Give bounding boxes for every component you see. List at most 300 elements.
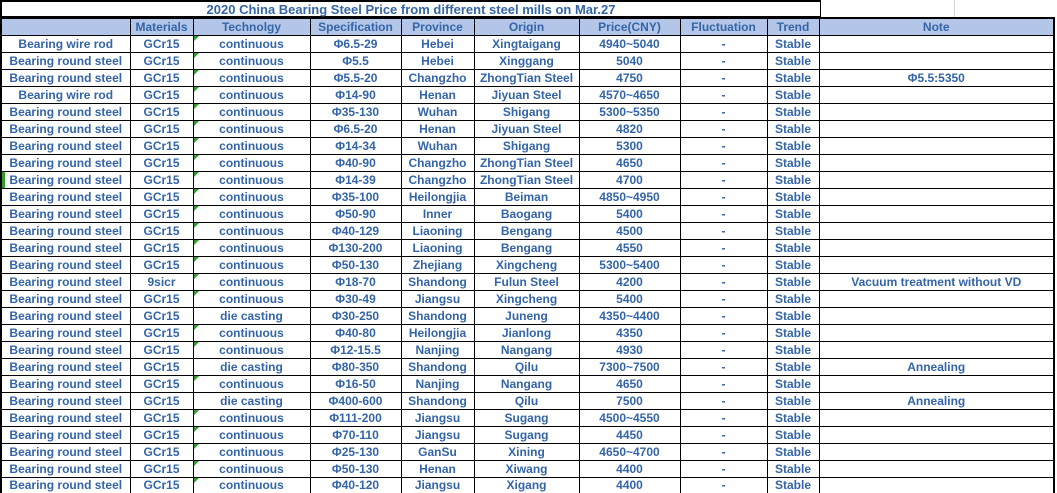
cell-price[interactable]: 4940~5040	[579, 35, 680, 52]
cell-material-type[interactable]: Bearing round steel	[1, 256, 130, 273]
cell-fluctuation[interactable]: -	[680, 171, 767, 188]
cell-fluctuation[interactable]: -	[680, 443, 767, 460]
cell-note[interactable]	[819, 477, 1054, 493]
cell-trend[interactable]: Stable	[767, 35, 819, 52]
table-row	[1, 409, 1054, 426]
cell-note[interactable]	[819, 341, 1054, 358]
cell-materials-grade[interactable]: GCr15	[130, 477, 193, 493]
cell-fluctuation[interactable]: -	[680, 426, 767, 443]
cell-materials-grade[interactable]: GCr15	[130, 341, 193, 358]
column-header-trend[interactable]: Trend	[767, 18, 819, 35]
cell-fluctuation[interactable]: -	[680, 477, 767, 493]
cell-province[interactable]: Wuhan	[401, 103, 474, 120]
cell-trend[interactable]: Stable	[767, 154, 819, 171]
cell-origin[interactable]: Xingtaigang	[474, 35, 579, 52]
cell-fluctuation[interactable]: -	[680, 52, 767, 69]
cell-specification[interactable]: Φ16-50	[310, 375, 401, 392]
cell-materials-grade[interactable]: GCr15	[130, 205, 193, 222]
cell-origin[interactable]: Xining	[474, 443, 579, 460]
cell-materials-grade[interactable]: GCr15	[130, 256, 193, 273]
cell-province[interactable]: Shandong	[401, 273, 474, 290]
cell-trend[interactable]: Stable	[767, 205, 819, 222]
cell-technology[interactable]: continuous	[193, 273, 310, 290]
cell-note[interactable]	[819, 307, 1054, 324]
cell-material-type[interactable]: Bearing round steel	[1, 222, 130, 239]
cell-material-type[interactable]: Bearing round steel	[1, 103, 130, 120]
column-header-origin[interactable]: Origin	[474, 18, 579, 35]
cell-note[interactable]	[819, 375, 1054, 392]
cell-price[interactable]: 5400	[579, 205, 680, 222]
cell-trend[interactable]: Stable	[767, 137, 819, 154]
cell-technology[interactable]: die casting	[193, 307, 310, 324]
cell-origin[interactable]: Xingcheng	[474, 256, 579, 273]
column-header-technology[interactable]: Technolgy	[193, 18, 310, 35]
cell-province[interactable]: Changzho	[401, 154, 474, 171]
cell-materials-grade[interactable]: GCr15	[130, 188, 193, 205]
cell-specification[interactable]: Φ30-49	[310, 290, 401, 307]
cell-note[interactable]	[819, 443, 1054, 460]
cell-province[interactable]: Shandong	[401, 392, 474, 409]
cell-material-type[interactable]: Bearing round steel	[1, 205, 130, 222]
cell-technology[interactable]: continuous	[193, 341, 310, 358]
cell-materials-grade[interactable]: GCr15	[130, 460, 193, 477]
cell-fluctuation[interactable]: -	[680, 120, 767, 137]
cell-province[interactable]: Liaoning	[401, 222, 474, 239]
cell-fluctuation[interactable]: -	[680, 103, 767, 120]
cell-material-type[interactable]: Bearing round steel	[1, 460, 130, 477]
cell-materials-grade[interactable]: GCr15	[130, 358, 193, 375]
cell-technology[interactable]: continuous	[193, 137, 310, 154]
cell-material-type[interactable]: Bearing round steel	[1, 324, 130, 341]
cell-price[interactable]: 4400	[579, 477, 680, 493]
cell-fluctuation[interactable]: -	[680, 341, 767, 358]
cell-trend[interactable]: Stable	[767, 171, 819, 188]
cell-trend[interactable]: Stable	[767, 477, 819, 493]
cell-province[interactable]: Changzho	[401, 69, 474, 86]
cell-fluctuation[interactable]: -	[680, 239, 767, 256]
cell-material-type[interactable]: Bearing wire rod	[1, 86, 130, 103]
cell-materials-grade[interactable]: GCr15	[130, 35, 193, 52]
cell-price[interactable]: 4820	[579, 120, 680, 137]
cell-specification[interactable]: Φ80-350	[310, 358, 401, 375]
cell-price[interactable]: 4450	[579, 426, 680, 443]
cell-note[interactable]	[819, 188, 1054, 205]
cell-origin[interactable]: Sugang	[474, 409, 579, 426]
cell-technology[interactable]: continuous	[193, 188, 310, 205]
cell-trend[interactable]: Stable	[767, 188, 819, 205]
cell-materials-grade[interactable]: GCr15	[130, 443, 193, 460]
column-header-materials[interactable]: Materials	[130, 18, 193, 35]
cell-specification[interactable]: Φ35-100	[310, 188, 401, 205]
cell-trend[interactable]: Stable	[767, 273, 819, 290]
cell-province[interactable]: Hebei	[401, 35, 474, 52]
header-row	[1, 18, 1054, 35]
cell-technology[interactable]: die casting	[193, 358, 310, 375]
cell-trend[interactable]: Stable	[767, 409, 819, 426]
cell-province[interactable]: Jiangsu	[401, 477, 474, 493]
cell-note[interactable]	[819, 154, 1054, 171]
cell-note[interactable]	[819, 409, 1054, 426]
cell-materials-grade[interactable]: GCr15	[130, 375, 193, 392]
cell-trend[interactable]: Stable	[767, 324, 819, 341]
cell-trend[interactable]: Stable	[767, 52, 819, 69]
cell-price[interactable]: 4550	[579, 239, 680, 256]
cell-specification[interactable]: Φ40-129	[310, 222, 401, 239]
cell-origin[interactable]: ZhongTian Steel	[474, 171, 579, 188]
cell-origin[interactable]: Xingcheng	[474, 290, 579, 307]
cell-province[interactable]: Wuhan	[401, 137, 474, 154]
cell-materials-grade[interactable]: 9sicr	[130, 273, 193, 290]
cell-materials-grade[interactable]: GCr15	[130, 426, 193, 443]
cell-technology[interactable]: continuous	[193, 324, 310, 341]
column-header-fluctuation[interactable]: Fluctuation	[680, 18, 767, 35]
cell-technology[interactable]: continuous	[193, 290, 310, 307]
error-indicator-icon	[194, 478, 199, 483]
cell-material-type[interactable]: Bearing round steel	[1, 273, 130, 290]
price-table	[0, 17, 1055, 493]
cell-specification[interactable]: Φ6.5-20	[310, 120, 401, 137]
cell-province[interactable]: Hebei	[401, 52, 474, 69]
cell-materials-grade[interactable]: GCr15	[130, 392, 193, 409]
cell-materials-grade[interactable]: GCr15	[130, 137, 193, 154]
cell-origin[interactable]: Jiyuan Steel	[474, 120, 579, 137]
cell-specification[interactable]: Φ5.5-20	[310, 69, 401, 86]
cell-province[interactable]: Nanjing	[401, 341, 474, 358]
cell-technology[interactable]: continuous	[193, 205, 310, 222]
cell-origin[interactable]: Bengang	[474, 239, 579, 256]
cell-technology[interactable]: continuous	[193, 256, 310, 273]
cell-origin[interactable]: Shigang	[474, 137, 579, 154]
cell-technology[interactable]: continuous	[193, 154, 310, 171]
cell-technology[interactable]: continuous	[193, 375, 310, 392]
cell-specification[interactable]: Φ35-130	[310, 103, 401, 120]
table-row	[1, 69, 1054, 86]
cell-price[interactable]: 5300	[579, 137, 680, 154]
table-row	[1, 341, 1054, 358]
cell-trend[interactable]: Stable	[767, 120, 819, 137]
cell-note[interactable]	[819, 222, 1054, 239]
cell-materials-grade[interactable]: GCr15	[130, 324, 193, 341]
table-row	[1, 273, 1054, 290]
cell-note[interactable]	[819, 290, 1054, 307]
cell-province[interactable]: Henan	[401, 86, 474, 103]
cell-origin[interactable]: Baogang	[474, 205, 579, 222]
cell-trend[interactable]: Stable	[767, 375, 819, 392]
cell-technology[interactable]: continuous	[193, 443, 310, 460]
error-indicator-icon	[194, 53, 199, 58]
cell-specification[interactable]: Φ130-200	[310, 239, 401, 256]
cell-price[interactable]: 7300~7500	[579, 358, 680, 375]
cell-fluctuation[interactable]: -	[680, 273, 767, 290]
cell-specification[interactable]: Φ12-15.5	[310, 341, 401, 358]
cell-origin[interactable]: Xinggang	[474, 52, 579, 69]
cell-specification[interactable]: Φ5.5	[310, 52, 401, 69]
cell-origin[interactable]: Sugang	[474, 426, 579, 443]
cell-fluctuation[interactable]: -	[680, 35, 767, 52]
cell-fluctuation[interactable]: -	[680, 290, 767, 307]
cell-origin[interactable]: Qilu	[474, 392, 579, 409]
cell-price[interactable]: 5400	[579, 290, 680, 307]
cell-material-type[interactable]: Bearing round steel	[1, 171, 130, 188]
cell-materials-grade[interactable]: GCr15	[130, 290, 193, 307]
error-indicator-icon	[194, 257, 199, 262]
cell-note[interactable]: Annealing	[819, 358, 1054, 375]
table-row	[1, 358, 1054, 375]
cell-material-type[interactable]: Bearing round steel	[1, 154, 130, 171]
cell-material-type[interactable]: Bearing round steel	[1, 375, 130, 392]
cell-specification[interactable]: Φ40-90	[310, 154, 401, 171]
cell-materials-grade[interactable]: GCr15	[130, 103, 193, 120]
cell-note[interactable]	[819, 120, 1054, 137]
cell-price[interactable]: 4500	[579, 222, 680, 239]
table-row	[1, 239, 1054, 256]
cell-note[interactable]	[819, 35, 1054, 52]
cell-province[interactable]: Jiangsu	[401, 290, 474, 307]
cell-material-type[interactable]: Bearing round steel	[1, 358, 130, 375]
cell-material-type[interactable]: Bearing round steel	[1, 426, 130, 443]
cell-province[interactable]: Heilongjia	[401, 188, 474, 205]
cell-technology[interactable]: die casting	[193, 392, 310, 409]
cell-materials-grade[interactable]: GCr15	[130, 239, 193, 256]
cell-origin[interactable]: Nangang	[474, 375, 579, 392]
cell-trend[interactable]: Stable	[767, 392, 819, 409]
cell-province[interactable]: Henan	[401, 120, 474, 137]
cell-price[interactable]: 5040	[579, 52, 680, 69]
cell-material-type[interactable]: Bearing round steel	[1, 120, 130, 137]
cell-province[interactable]: Changzho	[401, 171, 474, 188]
cell-price[interactable]: 4650	[579, 375, 680, 392]
cell-fluctuation[interactable]: -	[680, 86, 767, 103]
cell-technology[interactable]: continuous	[193, 222, 310, 239]
cell-materials-grade[interactable]: GCr15	[130, 171, 193, 188]
cell-price[interactable]: 5300~5350	[579, 103, 680, 120]
cell-origin[interactable]: Shigang	[474, 103, 579, 120]
cell-fluctuation[interactable]: -	[680, 154, 767, 171]
cell-technology[interactable]: continuous	[193, 426, 310, 443]
cell-note[interactable]	[819, 205, 1054, 222]
cell-origin[interactable]: ZhongTian Steel	[474, 154, 579, 171]
cell-fluctuation[interactable]: -	[680, 137, 767, 154]
cell-province[interactable]: Jiangsu	[401, 426, 474, 443]
column-header-specification[interactable]: Specification	[310, 18, 401, 35]
cell-note[interactable]	[819, 103, 1054, 120]
cell-specification[interactable]: Φ40-120	[310, 477, 401, 493]
cell-origin[interactable]: Bengang	[474, 222, 579, 239]
cell-price[interactable]: 4500~4550	[579, 409, 680, 426]
cell-fluctuation[interactable]: -	[680, 375, 767, 392]
cell-note[interactable]	[819, 256, 1054, 273]
cell-trend[interactable]: Stable	[767, 290, 819, 307]
cell-material-type[interactable]: Bearing round steel	[1, 341, 130, 358]
cell-technology[interactable]: continuous	[193, 69, 310, 86]
cell-technology[interactable]: continuous	[193, 409, 310, 426]
cell-technology[interactable]: continuous	[193, 52, 310, 69]
cell-specification[interactable]: Φ6.5-29	[310, 35, 401, 52]
error-indicator-icon	[194, 138, 199, 143]
cell-province[interactable]: Shandong	[401, 358, 474, 375]
cell-specification[interactable]: Φ25-130	[310, 443, 401, 460]
cell-origin[interactable]: Xiwang	[474, 460, 579, 477]
cell-material-type[interactable]: Bearing round steel	[1, 239, 130, 256]
cell-province[interactable]: Heilongjia	[401, 324, 474, 341]
cell-fluctuation[interactable]: -	[680, 307, 767, 324]
cell-material-type[interactable]: Bearing round steel	[1, 443, 130, 460]
cell-technology[interactable]: continuous	[193, 35, 310, 52]
cell-trend[interactable]: Stable	[767, 307, 819, 324]
cell-price[interactable]: 4570~4650	[579, 86, 680, 103]
error-indicator-icon	[194, 376, 199, 381]
cell-technology[interactable]: continuous	[193, 120, 310, 137]
cell-material-type[interactable]: Bearing round steel	[1, 307, 130, 324]
cell-note[interactable]	[819, 52, 1054, 69]
cell-material-type[interactable]: Bearing round steel	[1, 409, 130, 426]
cell-origin[interactable]: Qilu	[474, 358, 579, 375]
cell-fluctuation[interactable]: -	[680, 205, 767, 222]
cell-materials-grade[interactable]: GCr15	[130, 154, 193, 171]
cell-specification[interactable]: Φ18-70	[310, 273, 401, 290]
cell-note[interactable]	[819, 239, 1054, 256]
cell-fluctuation[interactable]: -	[680, 392, 767, 409]
cell-specification[interactable]: Φ14-39	[310, 171, 401, 188]
cell-note[interactable]: Vacuum treatment without VD	[819, 273, 1054, 290]
cell-price[interactable]: 4850~4950	[579, 188, 680, 205]
column-header-province[interactable]: Province	[401, 18, 474, 35]
table-row	[1, 120, 1054, 137]
cell-material-type[interactable]: Bearing wire rod	[1, 35, 130, 52]
table-row	[1, 460, 1054, 477]
cell-specification[interactable]: Φ50-130	[310, 460, 401, 477]
cell-note[interactable]: Annealing	[819, 392, 1054, 409]
cell-origin[interactable]: Jianlong	[474, 324, 579, 341]
cell-specification[interactable]: Φ111-200	[310, 409, 401, 426]
cell-price[interactable]: 4350	[579, 324, 680, 341]
cell-price[interactable]: 5300~5400	[579, 256, 680, 273]
cell-specification[interactable]: Φ50-130	[310, 256, 401, 273]
cell-province[interactable]: Zhejiang	[401, 256, 474, 273]
cell-materials-grade[interactable]: GCr15	[130, 222, 193, 239]
cell-fluctuation[interactable]: -	[680, 409, 767, 426]
cell-note[interactable]	[819, 324, 1054, 341]
cell-trend[interactable]: Stable	[767, 443, 819, 460]
cell-price[interactable]: 4650~4700	[579, 443, 680, 460]
cell-materials-grade[interactable]: GCr15	[130, 52, 193, 69]
sheet-gridline	[954, 0, 955, 17]
cell-trend[interactable]: Stable	[767, 239, 819, 256]
cell-trend[interactable]: Stable	[767, 69, 819, 86]
cell-specification[interactable]: Φ14-34	[310, 137, 401, 154]
cell-origin[interactable]: Beiman	[474, 188, 579, 205]
cell-price[interactable]: 4750	[579, 69, 680, 86]
cell-fluctuation[interactable]: -	[680, 358, 767, 375]
cell-price[interactable]: 4350~4400	[579, 307, 680, 324]
cell-trend[interactable]: Stable	[767, 86, 819, 103]
cell-material-type[interactable]: Bearing round steel	[1, 290, 130, 307]
cell-province[interactable]: Jiangsu	[401, 409, 474, 426]
cell-trend[interactable]: Stable	[767, 222, 819, 239]
cell-material-type[interactable]: Bearing round steel	[1, 52, 130, 69]
cell-note[interactable]	[819, 460, 1054, 477]
cell-note[interactable]	[819, 426, 1054, 443]
cell-fluctuation[interactable]: -	[680, 69, 767, 86]
cell-materials-grade[interactable]: GCr15	[130, 86, 193, 103]
cell-specification[interactable]: Φ70-110	[310, 426, 401, 443]
cell-province[interactable]: Shandong	[401, 307, 474, 324]
cell-material-type[interactable]: Bearing round steel	[1, 69, 130, 86]
cell-fluctuation[interactable]: -	[680, 188, 767, 205]
error-indicator-icon	[194, 104, 199, 109]
cell-province[interactable]: Inner	[401, 205, 474, 222]
cell-trend[interactable]: Stable	[767, 103, 819, 120]
cell-specification[interactable]: Φ40-80	[310, 324, 401, 341]
cell-note[interactable]	[819, 86, 1054, 103]
cell-materials-grade[interactable]: GCr15	[130, 69, 193, 86]
cell-origin[interactable]: Juneng	[474, 307, 579, 324]
cell-trend[interactable]: Stable	[767, 460, 819, 477]
cell-origin[interactable]: Xigang	[474, 477, 579, 493]
cell-price[interactable]: 7500	[579, 392, 680, 409]
cell-province[interactable]: Henan	[401, 460, 474, 477]
cell-province[interactable]: Liaoning	[401, 239, 474, 256]
cell-specification[interactable]: Φ50-90	[310, 205, 401, 222]
cell-note[interactable]	[819, 171, 1054, 188]
cell-province[interactable]: GanSu	[401, 443, 474, 460]
error-indicator-icon	[194, 172, 199, 177]
column-header-price[interactable]: Price(CNY)	[579, 18, 680, 35]
cell-origin[interactable]: Nangang	[474, 341, 579, 358]
cell-fluctuation[interactable]: -	[680, 324, 767, 341]
cell-origin[interactable]: Jiyuan Steel	[474, 86, 579, 103]
cell-note[interactable]: Φ5.5:5350	[819, 69, 1054, 86]
cell-origin[interactable]: Fulun Steel	[474, 273, 579, 290]
cell-technology[interactable]: continuous	[193, 460, 310, 477]
cell-origin[interactable]: ZhongTian Steel	[474, 69, 579, 86]
cell-note[interactable]	[819, 137, 1054, 154]
cell-trend[interactable]: Stable	[767, 358, 819, 375]
cell-fluctuation[interactable]: -	[680, 222, 767, 239]
cell-price[interactable]: 4400	[579, 460, 680, 477]
cell-trend[interactable]: Stable	[767, 426, 819, 443]
column-header-blank[interactable]	[1, 18, 130, 35]
cell-technology[interactable]: continuous	[193, 171, 310, 188]
cell-trend[interactable]: Stable	[767, 256, 819, 273]
cell-price[interactable]: 4930	[579, 341, 680, 358]
cell-technology[interactable]: continuous	[193, 239, 310, 256]
cell-materials-grade[interactable]: GCr15	[130, 120, 193, 137]
cell-price[interactable]: 4200	[579, 273, 680, 290]
error-indicator-icon	[194, 189, 199, 194]
cell-specification[interactable]: Φ14-90	[310, 86, 401, 103]
cell-materials-grade[interactable]: GCr15	[130, 307, 193, 324]
cell-specification[interactable]: Φ400-600	[310, 392, 401, 409]
cell-technology[interactable]: continuous	[193, 86, 310, 103]
cell-technology[interactable]: continuous	[193, 103, 310, 120]
cell-trend[interactable]: Stable	[767, 341, 819, 358]
cell-specification[interactable]: Φ30-250	[310, 307, 401, 324]
cell-fluctuation[interactable]: -	[680, 460, 767, 477]
cell-material-type[interactable]: Bearing round steel	[1, 137, 130, 154]
cell-material-type[interactable]: Bearing round steel	[1, 477, 130, 493]
cell-fluctuation[interactable]: -	[680, 256, 767, 273]
column-header-note[interactable]: Note	[819, 18, 1054, 35]
cell-materials-grade[interactable]: GCr15	[130, 409, 193, 426]
cell-province[interactable]: Nanjing	[401, 375, 474, 392]
cell-price[interactable]: 4700	[579, 171, 680, 188]
cell-material-type[interactable]: Bearing round steel	[1, 392, 130, 409]
cell-price[interactable]: 4650	[579, 154, 680, 171]
table-row	[1, 290, 1054, 307]
cell-material-type[interactable]: Bearing round steel	[1, 188, 130, 205]
cell-technology[interactable]: continuous	[193, 477, 310, 493]
